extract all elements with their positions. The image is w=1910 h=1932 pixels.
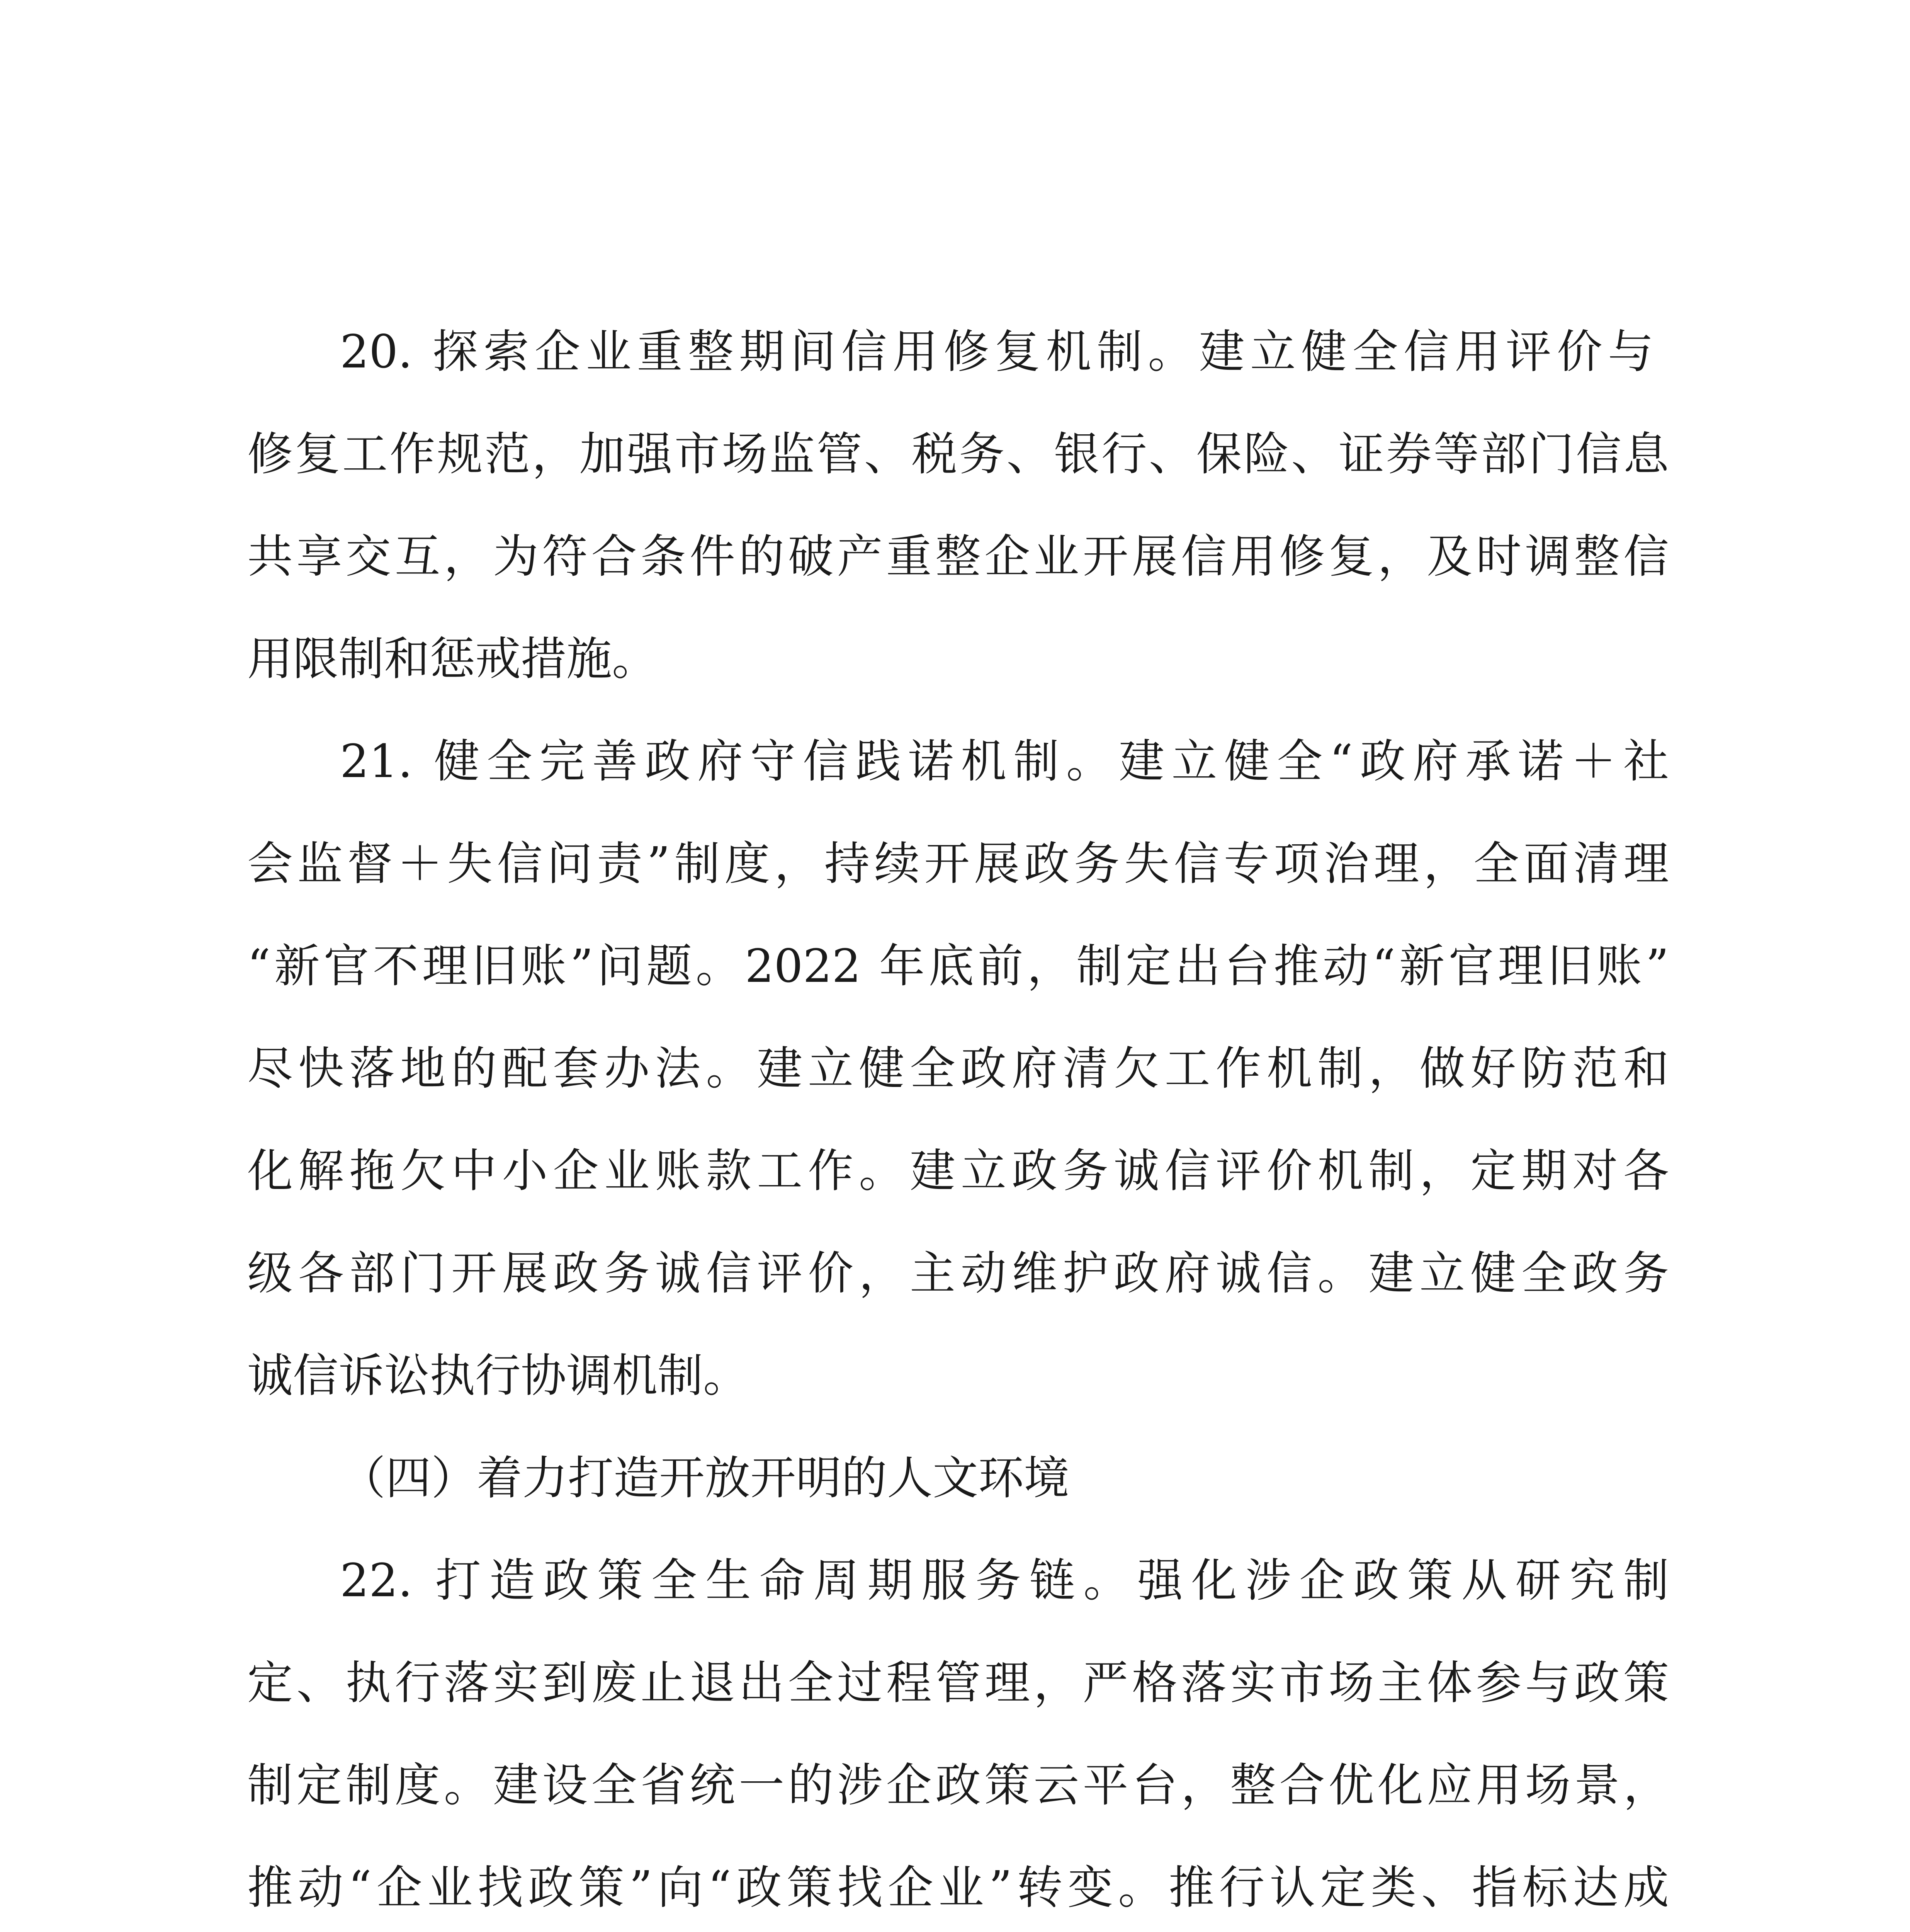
text-line: 22. 打造政策全生命周期服务链。强化涉企政策从研究制 — [340, 1554, 1669, 1607]
text-line: 共享交互，为符合条件的破产重整企业开展信用修复，及时调整信 — [247, 530, 1669, 583]
text-line: 用限制和惩戒措施。 — [247, 632, 658, 685]
text-line: 修复工作规范，加强市场监管、税务、银行、保险、证券等部门信息 — [247, 427, 1669, 481]
text-line: 20. 探索企业重整期间信用修复机制。建立健全信用评价与 — [340, 325, 1653, 378]
text-line: 推动“企业找政策”向“政策找企业”转变。推行认定类、指标达成 — [247, 1861, 1669, 1914]
text-line: 制定制度。建设全省统一的涉企政策云平台，整合优化应用场景， — [247, 1759, 1669, 1812]
text-line: 化解拖欠中小企业账款工作。建立政务诚信评价机制，定期对各 — [247, 1144, 1669, 1197]
text-line: 级各部门开展政务诚信评价，主动维护政府诚信。建立健全政务 — [247, 1247, 1669, 1300]
text-line: 诚信诉讼执行协调机制。 — [247, 1349, 749, 1402]
text-line: 21. 健全完善政府守信践诺机制。建立健全“政府承诺＋社 — [340, 735, 1669, 788]
text-line: “新官不理旧账”问题。2022 年底前，制定出台推动“新官理旧账” — [247, 939, 1669, 993]
text-line: 尽快落地的配套办法。建立健全政府清欠工作机制，做好防范和 — [247, 1042, 1669, 1095]
text-line: 会监督＋失信问责”制度，持续开展政务失信专项治理，全面清理 — [247, 837, 1669, 890]
text-line: 定、执行落实到废止退出全过程管理，严格落实市场主体参与政策 — [247, 1656, 1669, 1709]
section-heading: （四）着力打造开放开明的人文环境 — [340, 1451, 1070, 1505]
